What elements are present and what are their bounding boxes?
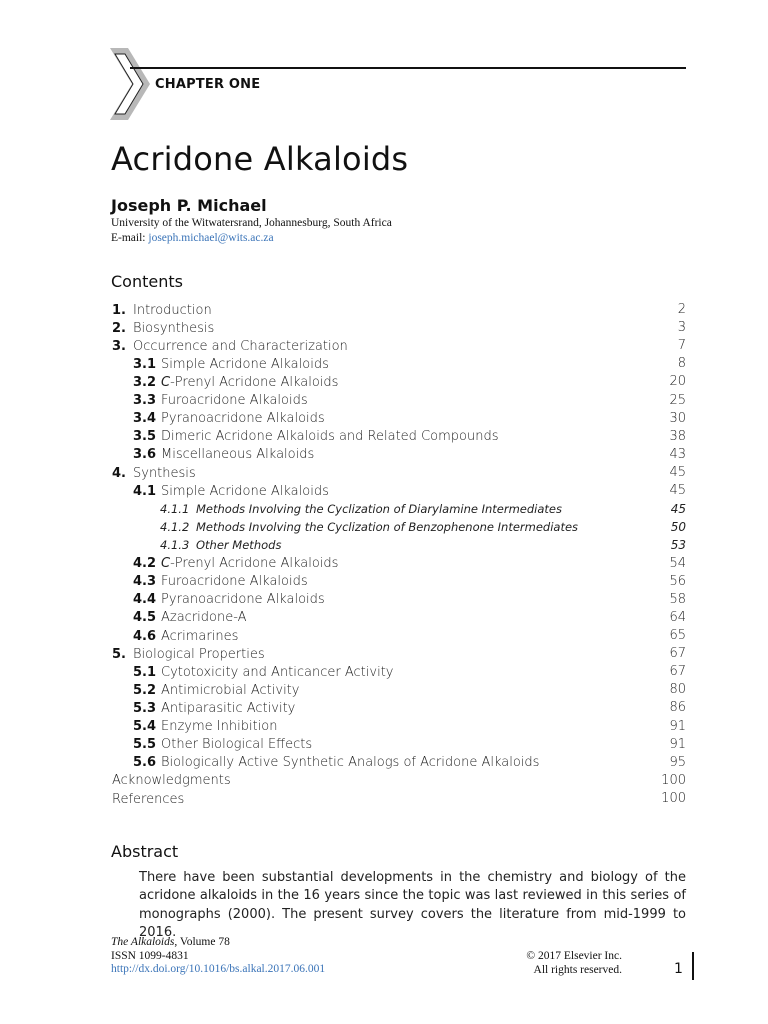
toc-entry-page: 20 (669, 374, 686, 390)
toc-entry-page: 25 (669, 392, 686, 408)
toc-entry-page: 58 (669, 591, 686, 607)
toc-entry-page: 3 (677, 320, 686, 336)
toc-entry[interactable] (112, 645, 686, 663)
toc-entry-text: Methods Involving the Cyclization of Diarylamine Intermediates (196, 502, 563, 517)
toc-entry-title (161, 429, 498, 444)
toc-entry-page: 43 (669, 446, 686, 462)
toc-entry[interactable] (112, 373, 686, 391)
author-email-line (111, 232, 274, 244)
toc-entry-page: 64 (669, 609, 686, 625)
chapter-rule (130, 67, 686, 69)
toc-entry-text: Acrimarines (161, 628, 239, 644)
toc-entry-page: 91 (669, 718, 686, 734)
toc-entry-page: 38 (669, 428, 686, 444)
toc-entry-title (133, 321, 214, 336)
footer-doi-link[interactable]: http://dx.doi.org/10.1016/bs.alkal.2017.06.001 (111, 963, 326, 975)
chapter-label: CHAPTER ONE (155, 77, 261, 92)
toc-entry-title (161, 610, 247, 625)
toc-entry-text: Other Methods (196, 538, 282, 553)
toc-entry-title (133, 466, 196, 481)
toc-entry-text: Other Biological Effects (161, 737, 313, 753)
toc-entry-number: 3.1 (133, 356, 157, 372)
toc-entry-page: 56 (669, 573, 686, 589)
abstract-heading: Abstract (111, 842, 179, 861)
toc-entry-title (112, 773, 231, 788)
toc-entry-title (161, 556, 338, 571)
toc-entry-number: 4.1 (133, 483, 157, 499)
toc-entry-page: 80 (669, 682, 686, 698)
table-of-contents (112, 301, 686, 808)
toc-entry-page: 100 (661, 772, 686, 788)
toc-entry[interactable] (112, 681, 686, 699)
toc-entry-number: 5.1 (133, 664, 157, 680)
toc-entry-title (161, 737, 312, 752)
toc-entry[interactable] (112, 464, 686, 482)
toc-entry-title (133, 303, 212, 318)
contents-heading: Contents (111, 272, 183, 291)
toc-entry-page: 7 (677, 338, 686, 354)
toc-entry-text: Antimicrobial Activity (161, 682, 300, 698)
toc-entry-number: 4.5 (133, 610, 157, 626)
toc-entry-title (161, 755, 539, 770)
toc-entry-number: 4.1.3 (160, 538, 190, 553)
toc-entry-title (196, 538, 281, 552)
toc-entry-italic-prefix: C (161, 374, 171, 390)
toc-entry-text: Antiparasitic Activity (161, 700, 296, 716)
toc-entry-italic-prefix: C (161, 556, 171, 572)
toc-entry[interactable] (112, 428, 686, 446)
toc-entry-title (161, 375, 338, 390)
toc-entry[interactable] (112, 355, 686, 373)
toc-entry-number: 2. (112, 320, 126, 336)
toc-entry[interactable] (112, 573, 686, 591)
page-number: 1 (674, 961, 683, 977)
author-affiliation: University of the Witwatersrand, Johannesburg, South Africa (111, 217, 392, 229)
toc-entry-number: 3.5 (133, 429, 157, 445)
toc-entry-number: 5.3 (133, 700, 157, 716)
toc-entry-title (161, 484, 329, 499)
toc-entry-title (161, 683, 299, 698)
rights-line: All rights reserved. (533, 963, 622, 976)
toc-entry-page: 86 (669, 700, 686, 716)
toc-entry[interactable] (112, 301, 686, 319)
toc-entry-number: 4.4 (133, 592, 157, 608)
toc-entry-number: 5.2 (133, 682, 157, 698)
chapter-title: Acridone Alkaloids (111, 140, 409, 178)
footer-copyright (510, 950, 622, 977)
toc-entry-number: 3. (112, 338, 126, 354)
toc-entry-text: Introduction (133, 302, 212, 318)
toc-entry-text: Dimeric Acridone Alkaloids and Related Compounds (161, 429, 499, 445)
toc-entry[interactable] (112, 500, 686, 518)
toc-entry-title (161, 447, 314, 462)
toc-entry-text: Biologically Active Synthetic Analogs of Acridone Alkaloids (161, 755, 540, 771)
toc-entry[interactable] (112, 591, 686, 609)
toc-entry-title (133, 647, 265, 662)
toc-entry[interactable] (112, 319, 686, 337)
toc-entry-number: 4.1.1 (160, 502, 190, 517)
toc-entry-number: 3.6 (133, 447, 157, 463)
toc-entry-page: 91 (669, 736, 686, 752)
toc-entry-number: 3.2 (133, 374, 157, 390)
toc-entry-number: 1. (112, 302, 126, 318)
toc-entry[interactable] (112, 699, 686, 717)
toc-entry[interactable] (112, 663, 686, 681)
toc-entry-page: 53 (670, 538, 686, 553)
toc-entry-page: 45 (670, 502, 686, 517)
email-prefix: E-mail: (111, 232, 149, 244)
toc-entry-number: 4.2 (133, 556, 157, 572)
toc-entry-text: Biological Properties (133, 646, 265, 662)
copyright-line: © 2017 Elsevier Inc. (526, 950, 622, 962)
toc-entry-title (196, 502, 562, 516)
toc-entry-text: Pyranoacridone Alkaloids (161, 592, 325, 608)
toc-entry-title (196, 520, 578, 534)
toc-entry-number: 5. (112, 646, 126, 662)
chapter-chevron-icon (110, 48, 150, 120)
abstract-body: There have been substantial developments in the chemistry and biology of the acridone alkaloids in the 16 years since the topic was last reviewed in this series of monographs (2000). The present survey covers the literature from mid-1999 to 2016. (139, 870, 686, 940)
footer-issn: ISSN 1099-4831 (111, 949, 189, 962)
toc-entry[interactable] (112, 555, 686, 573)
toc-entry-page: 2 (677, 302, 686, 317)
toc-entry-number: 4. (112, 465, 126, 481)
toc-entry-page: 50 (670, 520, 686, 535)
toc-entry-number: 3.3 (133, 393, 157, 409)
toc-entry-text: Miscellaneous Alkaloids (161, 447, 315, 463)
footer-citation (111, 936, 325, 977)
toc-entry-text: Furoacridone Alkaloids (161, 574, 308, 590)
toc-entry-page: 67 (669, 664, 686, 680)
toc-entry-title (161, 592, 325, 607)
toc-entry-number: 3.4 (133, 411, 157, 427)
toc-entry[interactable] (112, 627, 686, 645)
toc-entry-number: 4.3 (133, 574, 157, 590)
toc-entry-text: -Prenyl Acridone Alkaloids (170, 374, 339, 390)
toc-entry-text: Furoacridone Alkaloids (161, 393, 308, 409)
toc-entry-title (161, 411, 325, 426)
toc-entry-number: 4.6 (133, 628, 157, 644)
toc-entry-text: Acknowledgments (112, 773, 231, 789)
email-link[interactable]: joseph.michael@wits.ac.za (148, 232, 274, 244)
toc-entry-text: Biosynthesis (133, 320, 215, 336)
toc-entry[interactable] (112, 754, 686, 772)
toc-entry-text: Synthesis (133, 465, 196, 481)
toc-entry-text: Enzyme Inhibition (161, 719, 278, 735)
toc-entry[interactable] (112, 518, 686, 536)
toc-entry-page: 100 (661, 790, 686, 806)
toc-entry-text: Pyranoacridone Alkaloids (161, 411, 325, 427)
toc-entry[interactable] (112, 482, 686, 500)
toc-entry-number: 5.6 (133, 755, 157, 771)
toc-entry-title (161, 629, 238, 644)
toc-entry-title (161, 357, 329, 372)
toc-entry-text: Occurrence and Characterization (133, 338, 348, 354)
toc-entry[interactable] (112, 337, 686, 355)
toc-entry-text: Methods Involving the Cyclization of Benzophenone Intermediates (196, 520, 579, 535)
toc-entry-title (161, 719, 277, 734)
toc-entry-text: Simple Acridone Alkaloids (161, 483, 329, 499)
toc-entry-text: Azacridone-A (161, 610, 247, 626)
toc-entry-number: 4.1.2 (160, 520, 190, 535)
toc-entry-page: 30 (669, 410, 686, 426)
toc-entry[interactable] (112, 536, 686, 554)
toc-entry-text: References (112, 791, 185, 807)
toc-entry-title (161, 701, 295, 716)
toc-entry-page: 54 (669, 555, 686, 571)
toc-entry[interactable] (112, 609, 686, 627)
toc-entry-page: 67 (669, 646, 686, 662)
toc-entry-page: 95 (669, 754, 686, 770)
toc-entry-number: 5.5 (133, 737, 157, 753)
toc-entry-text: -Prenyl Acridone Alkaloids (170, 556, 339, 572)
footer-series: The Alkaloids, Volume 78 (111, 936, 230, 948)
toc-entry[interactable] (112, 772, 686, 790)
author-name: Joseph P. Michael (111, 196, 267, 215)
toc-entry-title (161, 574, 308, 589)
page-bar (692, 952, 694, 980)
toc-entry-page: 45 (669, 483, 686, 499)
toc-entry-page: 8 (677, 356, 686, 372)
toc-entry-page: 45 (669, 464, 686, 480)
toc-entry-title (133, 339, 348, 354)
toc-entry-title (112, 792, 184, 807)
toc-entry[interactable] (112, 446, 686, 464)
toc-entry-text: Simple Acridone Alkaloids (161, 356, 329, 372)
toc-entry[interactable] (112, 790, 686, 808)
toc-entry[interactable] (112, 736, 686, 754)
toc-entry[interactable] (112, 410, 686, 428)
toc-entry-number: 5.4 (133, 719, 157, 735)
toc-entry-title (161, 665, 393, 680)
toc-entry[interactable] (112, 392, 686, 410)
toc-entry-text: Cytotoxicity and Anticancer Activity (161, 664, 394, 680)
toc-entry-page: 65 (669, 627, 686, 643)
toc-entry-title (161, 393, 308, 408)
toc-entry[interactable] (112, 718, 686, 736)
